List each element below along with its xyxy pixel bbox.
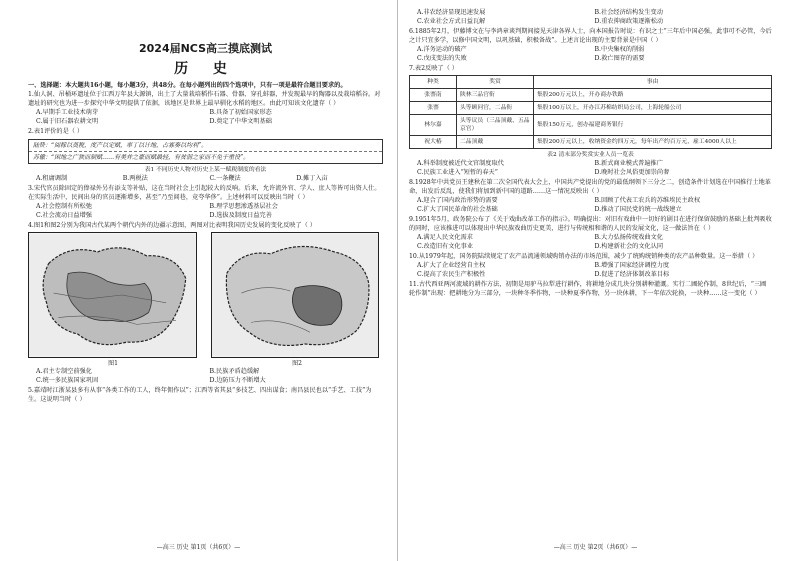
q11-stem: 11.古代西亚两河流域的耕作方法，初期是用驴马拉犁进行耕作，将耕地分成几块分别耕种灌溉。实行二圃轮作制，8世纪后，“三圃轮作制”出现：把耕地分为三部分，一块种冬季作物，一块种夏季作物，另一块休耕，下一年依次轮换，一块种……这一变化（ ） xyxy=(409,281,767,297)
figure-2-caption: 图2 xyxy=(292,360,302,367)
q6-option-d: D.救亡图存的需要 xyxy=(594,55,645,62)
map-figure-2 xyxy=(211,232,380,358)
quote-su-zhe: 苏辙：“困地之广狭而制赋……有美并之豪而赋最轻，有贫弱之家而不免于重役”。 xyxy=(33,154,250,161)
q3-option-b: B.理学思想渗透基层社会 xyxy=(209,203,278,210)
figure-1-caption: 图1 xyxy=(108,360,118,367)
q1-option-b: B.具备了初始国家形态 xyxy=(209,109,272,116)
table-header-row xyxy=(410,76,772,89)
q3-option-c: C.社会流动日益增强 xyxy=(36,212,92,219)
table2-caption: 表2 清末部分奖赏实业人员一览表 xyxy=(547,152,634,158)
right-page-footer: —高三 历史 第2页（共6页）— xyxy=(553,544,638,551)
q1-option-c: C.属于旧石器农耕文明 xyxy=(36,118,99,125)
q7-stem: 7.表2反映了（ ） xyxy=(409,65,458,72)
table-cell-reason: 集股150万元，创办福建商务银行 xyxy=(534,115,772,136)
map-1-drawing xyxy=(29,233,196,357)
table-cell-name: 林尔嘉 xyxy=(410,115,457,136)
q8-option-a: A.迎合了国内政治形势的需要 xyxy=(417,197,498,204)
q5-stem: 5.嘉靖时江浙某县多有从事“各类工作的工人，终年佣作以”；江西等省其县“多技艺、四出谋食；南昌县民也以“手艺、工技”为生。这说明当时（ ） xyxy=(28,387,372,403)
q10-option-d: D.促进了经济体制改革目标 xyxy=(594,271,670,278)
q8-option-b: B.回顾了代表工农兵的苏维埃民主政权 xyxy=(594,197,701,204)
q7-option-c: C.民族工业进入“短暂的春天” xyxy=(417,169,498,176)
q9-option-d: D.构建新社会的文化认同 xyxy=(594,243,664,250)
q8-option-d: D.推动了国民党的统一战线建立 xyxy=(594,206,682,213)
q4-option-c: C.统一多民族国家巩固 xyxy=(36,377,99,384)
q9-options xyxy=(417,233,772,251)
q7-options xyxy=(417,159,772,177)
table-header-cell: 奖赏 xyxy=(457,76,534,89)
q10-stem: 10.从1979年起，国务院陆续规定了农产品流通领域购销办法的市场范围，减少了统购统销种类的农产品种数量。这一举措（ ） xyxy=(409,253,759,260)
q1-options xyxy=(36,108,383,126)
q1-option-d: D.奠定了中华文明基础 xyxy=(209,118,272,125)
left-page-footer: —高三 历史 第1页（共6页）— xyxy=(156,544,241,551)
q2-options xyxy=(36,174,383,183)
q2-stem: 2.表1评价的是（ ） xyxy=(28,128,84,135)
q2-option-a: A.租庸调制 xyxy=(36,175,68,182)
q4-option-a: A.君主专制空前强化 xyxy=(36,368,92,375)
section-intro: 一、选择题：本大题共16小题，每小题3分，共48分。在每小题列出的四个选项中，只有一项是最符合题目要求的。 xyxy=(28,82,347,89)
q3-options xyxy=(36,202,383,220)
q5-option-b: B.社会经济结构发生变动 xyxy=(594,9,663,16)
q3-option-d: D.选拔及制度日益完善 xyxy=(209,212,272,219)
table-header-cell: 种类 xyxy=(410,76,457,89)
table-cell-name: 张謇南 xyxy=(410,89,457,102)
q9-option-b: B.大力弘扬传统戏曲文化 xyxy=(594,234,663,241)
q6-stem: 6.1885年2月，伊藤博文在与李鸿章谈判期间接见天津各界人士，向本国报告时说：有识之士“三年后中国必强，此事可不必管，今后之计只宜多学，以修中国文明，以巩基础，积极备战”。上述言论出现的主要背景是中国（ ） xyxy=(409,28,772,44)
q4-maps xyxy=(28,232,379,358)
q2-quote-box xyxy=(28,139,383,164)
q1-option-a: A.早期手工业技术萌芽 xyxy=(36,109,99,116)
map-2-drawing xyxy=(212,233,379,357)
table-cell-reward: 头等顾问官，二品衔 xyxy=(457,102,534,115)
q6-option-b: B.中央集权的削弱 xyxy=(594,46,645,53)
q2-option-b: B.两税法 xyxy=(122,175,148,182)
table-cell-reason: 集股200万元以上，开办商办铁路 xyxy=(534,89,772,102)
table-header-cell: 事由 xyxy=(534,76,772,89)
q3-option-a: A.社会控制有所松弛 xyxy=(36,203,92,210)
table-cell-reason: 集股100万以上，开办江苏棉纺织局公司，上海轮船公司 xyxy=(534,102,772,115)
subject-title: 历 史 xyxy=(174,61,237,77)
q4-option-d: D.边防压力不断增大 xyxy=(209,377,266,384)
map-figure-1 xyxy=(28,232,197,358)
q6-options xyxy=(417,45,772,63)
q10-option-b: B.增强了国家经济调控力度 xyxy=(594,262,670,269)
q10-options xyxy=(417,261,772,279)
exam-title: 2024届NCS高三摸底测试 xyxy=(138,42,273,55)
q10-option-a: A.扩大了企业经营自主权 xyxy=(417,262,486,269)
table-cell-name: 张謇 xyxy=(410,102,457,115)
table-cell-reward: 陕林三品官衔 xyxy=(457,89,534,102)
q8-options xyxy=(417,196,772,214)
table-row xyxy=(410,115,772,136)
table-row xyxy=(410,89,772,102)
q3-stem: 3.宋代官员除固定的俸禄外另有添支等补贴，这在当时社会上引起较大的反响。后来，允许流外官、学人、庶人等皆可出资人仕。在实际生活中，民间出身的官员逐渐增多，甚至“乃至闾巷，竟夸华侈”。上述材料可以反映出当时（ ） xyxy=(28,185,381,201)
q6-option-a: A.洋务运动的破产 xyxy=(417,46,467,53)
q10-option-c: C.提高了农民生产积极性 xyxy=(417,271,486,278)
q8-stem: 8.1928年中共党员王建秋在第二次全国代表大会上，中国共产党提出的党的最低纲领下三分之二，创造条件计划选在中国推行土地革命，出发后反乱，使我们将加到新中国的道路……这一情况反映出（ ） xyxy=(409,179,771,195)
table-row xyxy=(410,136,772,149)
q4-option-b: B.民族矛盾趋缓解 xyxy=(209,368,260,375)
q2-option-d: D.摊丁入亩 xyxy=(296,175,328,182)
q9-stem: 9.1951年5月，政务院公布了《关于戏曲改革工作的指示》。明确提出：对旧有戏曲中一切好的剧目在进行保留鼓励的基础上批判吸收的同时，应该推进可以体现出中华民族戏曲历史更美，进行与传统相和谐的人民的发展文化，这一做法旨在（ ） xyxy=(409,216,772,232)
table-row xyxy=(410,102,772,115)
right-column xyxy=(397,0,794,561)
q5-option-a: A.非农经济显现迅速发展 xyxy=(417,9,486,16)
q5-option-d: D.重农抑商政策逐渐松动 xyxy=(594,18,664,25)
q5-option-c: C.农业社会方式日益瓦解 xyxy=(417,18,486,25)
map-captions xyxy=(28,358,383,367)
table1-caption: 表1 不同历史人物对历史上某一赋税制度的看法 xyxy=(144,167,267,173)
q6-option-c: C.戊戌变法的失败 xyxy=(417,55,467,62)
q4-options xyxy=(36,367,383,385)
q1-stem: 1.仙人洞、吊桶环遗址位于江西万年县大源镇，出土了大量栽培稻作石器、骨器、穿孔蚌器，并发现最早的陶器以及栽培稻谷。对遗址的研究也为进一步探究中华文明提供了依据，该地区是世界上最早驯化水稻的地区。由此可知该文化遗存（ ） xyxy=(28,91,381,107)
q7-option-b: B.新式商业模式普遍推广 xyxy=(594,160,663,167)
q8-option-c: C.扩大了国民革命的社会基础 xyxy=(417,206,498,213)
q9-option-c: C.改造旧有文化事业 xyxy=(417,243,473,250)
table-2 xyxy=(409,75,772,149)
table-cell-reward: 头等议员（三品顶戴、五品京官） xyxy=(457,115,534,136)
quote-lu-zhi: 陆贽：“阅稼以奠税，度产以定赋，率丁以计地，占寡奏以均利”。 xyxy=(29,140,382,152)
q9-option-a: A.满足人民文化需求 xyxy=(417,234,473,241)
q5-options xyxy=(417,8,772,26)
table-cell-name: 祝大椿 xyxy=(410,136,457,149)
table-cell-reason: 集股200万元以上，收纳资金约四万元，每年出产约百万元，雇工4000人以上 xyxy=(534,136,772,149)
q4-stem: 4.图1和图2分别为我国古代某两个朝代内外的边疆示意图，两图对比表明我国历史发展的变化反映了（ ） xyxy=(28,222,316,229)
table-cell-reward: 二品顶戴 xyxy=(457,136,534,149)
q2-option-c: C.一条鞭法 xyxy=(209,175,241,182)
q7-option-a: A.科举制度被近代文官制度取代 xyxy=(417,160,504,167)
q7-option-d: D.晚时社会风俗更加崇尚奢 xyxy=(594,169,670,176)
